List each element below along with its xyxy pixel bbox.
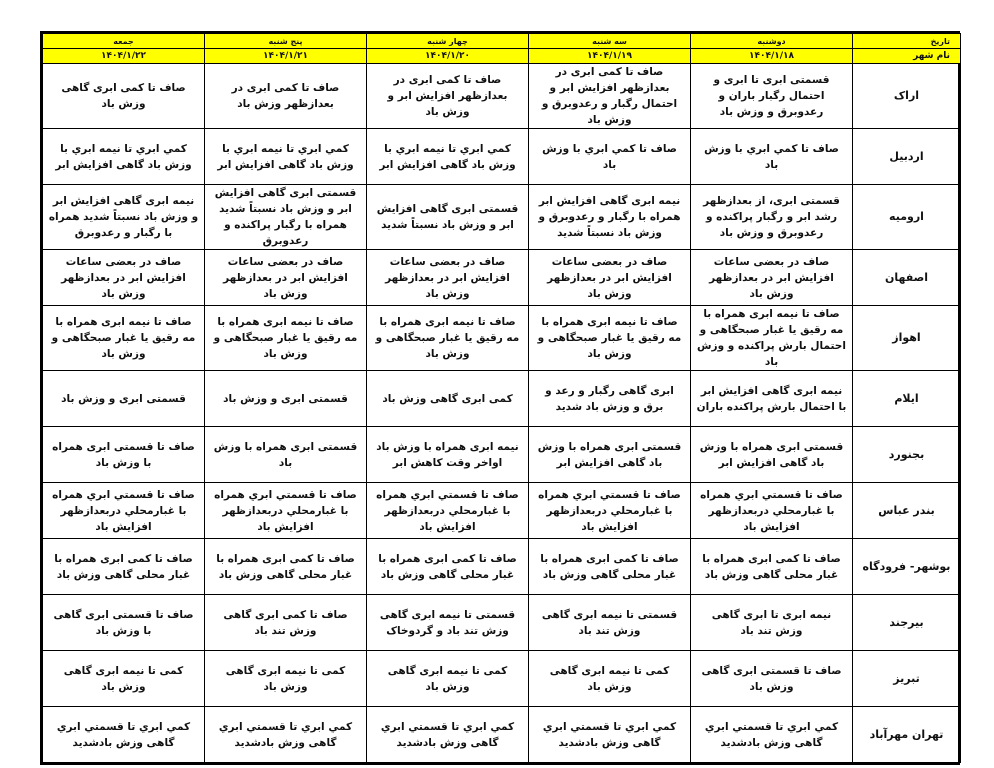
forecast-text: نیمه ابری گاهی افزایش ابر با احتمال بارش پراکنده باران [696,384,847,413]
forecast-text: کمی تا نیمه ابری گاهی وزش باد [387,664,508,693]
forecast-cell [43,483,205,539]
forecast-text: كمي ابري تا قسمتي ابري گاهی وزش بادشدید [56,720,191,749]
forecast-cell [43,707,205,763]
forecast-cell [205,185,367,250]
forecast-text: قسمتی ابری همراه با وزش باد گاهی افزایش ابر [699,440,844,469]
forecast-text: صاف تا نیمه ابری همراه با مه رقیق یا غبار صبحگاهی و وزش باد [213,316,358,360]
city-name-cell: بوشهر- فرودگاه [853,539,961,595]
forecast-text: صاف در بعضی ساعات افزایش ابر در بعدازظهر وزش باد [709,255,834,300]
forecast-text: قسمتی ابری گاهی افزایش ابر و وزش باد نسبتاً شدید [376,203,519,231]
forecast-cell [367,371,529,427]
forecast-text: صاف تا قسمتي ابري همراه با غبارمحلي دربعدازظهر افزايش باد [538,488,681,533]
forecast-text: قسمتی تا نیمه ابری گاهی وزش تند باد [541,608,678,637]
forecast-text: قسمتی ابری و وزش باد [223,392,348,405]
forecast-text: صاف تا قسمتي ابري همراه با غبارمحلي دربعدازظهر افزايش باد [376,488,519,533]
forecast-text: صاف تا قسمتي ابري همراه با غبارمحلي دربعدازظهر افزايش باد [52,488,195,533]
forecast-cell [367,427,529,483]
forecast-cell [43,651,205,707]
table-row [43,427,961,483]
forecast-text: صاف تا قسمتی ابری گاهی با وزش باد [53,608,194,637]
forecast-cell [529,250,691,306]
city-name-cell: اهواز [853,306,961,371]
header-weekday: جمعه [43,34,205,49]
forecast-text: صاف تا نیمه ابری همراه با مه رقیق یا غبار صبحگاهی و وزش باد [375,316,520,360]
table-row [43,185,961,250]
header-date: ۱۴۰۴/۱/۲۰ [367,49,529,64]
forecast-cell [43,129,205,185]
forecast-cell [529,129,691,185]
forecast-cell [367,64,529,129]
forecast-cell [691,371,853,427]
forecast-text: صاف تا نیمه ابری همراه با مه رقیق یا غبار صبحگاهی و احتمال بارش پراکنده و وزش باد [697,308,846,368]
forecast-cell [691,185,853,250]
forecast-cell [367,306,529,371]
forecast-cell [691,64,853,129]
forecast-text: كمي ابري تا نيمه ابري با وزش باد گاهی افزایش ابر [55,142,192,171]
forecast-cell [205,595,367,651]
forecast-text: صاف تا كمي ابري با وزش باد [704,142,839,171]
forecast-cell [205,539,367,595]
header-weekday: پنج شنبه [205,34,367,49]
forecast-cell [691,427,853,483]
forecast-cell [529,707,691,763]
forecast-text: نیمه ابری گاهی افزایش ابر همراه با رگبار و رعدوبرق و وزش باد نسبتاً شدید [538,195,681,239]
city-name-cell: بندر عباس [853,483,961,539]
forecast-cell [205,306,367,371]
forecast-text: صاف تا کمی ابری گاهی وزش باد [61,82,186,110]
forecast-cell [43,371,205,427]
forecast-text: صاف تا کمی ابری همراه با غبار محلی گاهی وزش باد [216,552,355,581]
forecast-text: قسمتی تا نیمه ابری گاهی وزش تند باد و گردوخاک [379,608,516,637]
forecast-text: كمي ابري تا قسمتي ابري گاهی وزش بادشدید [704,720,839,749]
forecast-cell [691,306,853,371]
forecast-cell [205,250,367,306]
city-name-cell: بجنورد [853,427,961,483]
header-date: ۱۴۰۴/۱/۱۹ [529,49,691,64]
forecast-cell [367,595,529,651]
forecast-cell [43,306,205,371]
city-name-cell: ایلام [853,371,961,427]
header-date: ۱۴۰۴/۱/۱۸ [691,49,853,64]
forecast-cell [205,483,367,539]
forecast-text: صاف در بعضی ساعات افزایش ابر در بعدازظهر وزش باد [385,255,510,300]
table-row [43,707,961,763]
forecast-cell [529,427,691,483]
forecast-cell [43,427,205,483]
forecast-text: قسمتی ابری، از بعدازظهر رشد ابر و رگبار پراکنده و رعدوبرق و وزش باد [703,195,840,239]
forecast-cell [367,539,529,595]
forecast-cell [205,427,367,483]
forecast-cell [691,595,853,651]
forecast-cell [43,64,205,129]
forecast-text: صاف در بعضی ساعات افزایش ابر در بعدازظهر وزش باد [547,255,672,300]
forecast-cell [529,185,691,250]
header-weekday: دوشنبه [691,34,853,49]
forecast-cell [529,595,691,651]
forecast-cell [529,64,691,129]
forecast-cell [367,483,529,539]
forecast-cell [691,129,853,185]
forecast-text: نیمه ابری تا ابری گاهی وزش تند باد [711,608,832,637]
city-name-cell: بیرجند [853,595,961,651]
forecast-text: كمي ابري تا نيمه ابري با وزش باد گاهی افزایش ابر [217,142,354,171]
forecast-cell [529,483,691,539]
city-name-cell: اردبیل [853,129,961,185]
weather-forecast-sheet [40,31,960,765]
forecast-text: صاف تا کمی ابری همراه با غبار محلی گاهی وزش باد [54,552,193,581]
forecast-cell [205,707,367,763]
forecast-text: كمي ابري تا قسمتي ابري گاهی وزش بادشدید [218,720,353,749]
forecast-cell [529,651,691,707]
forecast-cell [205,651,367,707]
forecast-cell [205,129,367,185]
table-row [43,129,961,185]
forecast-cell [43,185,205,250]
forecast-cell [691,651,853,707]
forecast-text: صاف تا كمي ابري با وزش باد [542,142,677,171]
forecast-text: صاف تا کمی ابری همراه با غبار محلی گاهی وزش باد [378,552,517,581]
forecast-text: ابری گاهی رگبار و رعد و برق و وزش باد شدید [545,384,674,413]
forecast-text: كمي ابري تا قسمتي ابري گاهی وزش بادشدید [542,720,677,749]
table-row [43,539,961,595]
forecast-cell [529,371,691,427]
forecast-text: صاف تا قسمتی ابری گاهی وزش باد [701,664,842,693]
header-weekday: سه شنبه [529,34,691,49]
forecast-cell [43,595,205,651]
forecast-text: صاف در بعضی ساعات افزایش ابر در بعدازظهر وزش باد [223,255,348,300]
forecast-text: صاف تا کمی ابری همراه با غبار محلی گاهی وزش باد [540,552,679,581]
forecast-text: كمي ابري تا نيمه ابري با وزش باد گاهی افزایش ابر [379,142,516,171]
forecast-cell [205,371,367,427]
header-row-weekdays [43,34,961,49]
forecast-text: صاف تا نیمه ابری همراه با مه رقیق یا غبار صبحگاهی و وزش باد [51,316,196,360]
forecast-text: نیمه ابری گاهی افزایش ابر و وزش باد نسبتاً شدید همراه با رگبار و رعدوبرق [48,195,199,239]
forecast-text: صاف تا قسمتی ابری همراه با وزش باد [52,440,195,469]
forecast-cell [367,651,529,707]
forecast-cell [691,707,853,763]
header-weekday: چهار شنبه [367,34,529,49]
forecast-cell [205,64,367,129]
forecast-cell [367,707,529,763]
forecast-text: کمی تا نیمه ابری گاهی وزش باد [63,664,184,693]
table-row [43,651,961,707]
forecast-cell [367,129,529,185]
city-name-cell: ارومیه [853,185,961,250]
forecast-text: صاف تا نیمه ابری همراه با مه رقیق یا غبار صبحگاهی و وزش باد [537,316,682,360]
forecast-cell [367,250,529,306]
header-date: ۱۴۰۴/۱/۲۲ [43,49,205,64]
forecast-text: صاف تا کمی ابری در بعدازظهر افزایش ابر و احتمال رگبار و رعدوبرق و وزش باد [541,66,678,126]
forecast-text: قسمتی ابری تا ابری و احتمال رگبار باران و رعدوبرق و وزش باد [713,74,830,118]
city-name-cell: تهران مهرآباد [853,707,961,763]
forecast-text: صاف تا کمی ابری در بعدازظهر افزایش ابر و وزش باد [387,74,508,118]
table-row [43,483,961,539]
forecast-text: صاف تا کمی ابری در بعدازظهر وزش باد [231,82,340,110]
city-name-cell: اصفهان [853,250,961,306]
forecast-cell [529,539,691,595]
forecast-text: صاف در بعضی ساعات افزایش ابر در بعدازظهر وزش باد [61,255,186,300]
forecast-cell [367,185,529,250]
city-name-label: نام شهر [853,49,961,64]
forecast-table [42,33,961,763]
forecast-text: نیمه ابری همراه با وزش باد اواخر وقت کاهش ابر [376,440,519,469]
forecast-cell [691,483,853,539]
forecast-text: صاف تا قسمتي ابري همراه با غبارمحلي دربعدازظهر افزايش باد [214,488,357,533]
header-row-dates [43,49,961,64]
forecast-text: كمي ابري تا قسمتي ابري گاهی وزش بادشدید [380,720,515,749]
table-row [43,306,961,371]
table-row [43,250,961,306]
forecast-text: قسمتی ابری گاهی افزایش ابر و وزش باد نسبتاً شدید همراه با رگبار پراکنده و رعدوبرق [214,187,357,247]
forecast-cell [529,306,691,371]
forecast-text: کمی تا نیمه ابری گاهی وزش باد [549,664,670,693]
forecast-text: کمی ابری گاهی وزش باد [382,392,513,405]
forecast-text: کمی تا نیمه ابری گاهی وزش باد [225,664,346,693]
table-row [43,64,961,129]
date-label: تاریخ [853,34,961,49]
header-date: ۱۴۰۴/۱/۲۱ [205,49,367,64]
forecast-text: قسمتی ابری و وزش باد [61,392,186,405]
table-row [43,595,961,651]
table-row [43,371,961,427]
forecast-cell [691,539,853,595]
forecast-text: صاف تا قسمتي ابري همراه با غبارمحلي دربعدازظهر افزايش باد [700,488,843,533]
forecast-cell [43,539,205,595]
forecast-cell [691,250,853,306]
forecast-text: قسمتی ابری همراه با وزش باد گاهی افزایش ابر [537,440,682,469]
forecast-cell [43,250,205,306]
city-name-cell: اراک [853,64,961,129]
forecast-text: قسمتی ابری همراه با وزش باد [213,440,358,469]
forecast-text: صاف تا کمی ابری همراه با غبار محلی گاهی وزش باد [702,552,841,581]
city-name-cell: تبریز [853,651,961,707]
forecast-text: صاف تا کمی ابری گاهی وزش تند باد [223,608,348,637]
